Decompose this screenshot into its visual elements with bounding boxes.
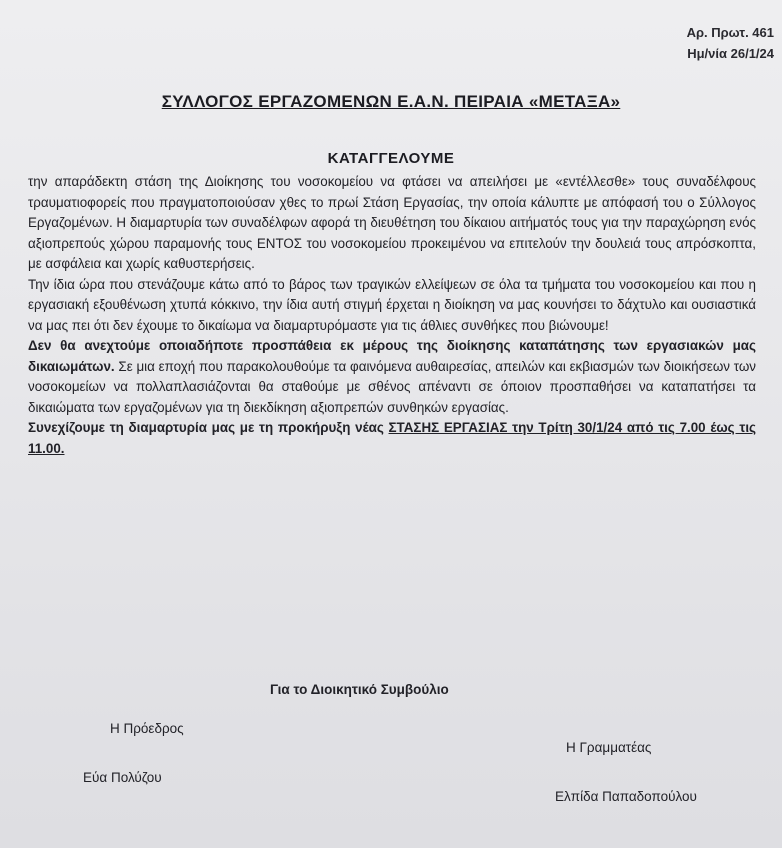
- document-date: Ημ/νία 26/1/24: [687, 46, 774, 61]
- paragraph-1: την απαράδεκτη στάση της Διοίκησης του νοσοκομείου να φτάσει να απειλήσει με «εντέλλεσθε» τους συναδέλφους τραυματιοφορείς που πραγματοποιούσαν χθες το πρωί Στάση Εργασίας, την οποία κάλυπτε με απόφασή του ο Σύλλογος Εργαζομένων. Η διαμαρτυρία των συναδέλφων αφορά τη διευθέτηση του δίκαιου αιτήματός τους για την παραχώρηση ενός αξιοπρεπούς χώρου παραμονής τους ΕΝΤΟΣ του νοσοκομείου προκειμένου να επιτελούν την δουλειά τους απρόσκοπτα, με ασφάλεια και χωρίς καθυστερήσεις.: [28, 174, 756, 271]
- paragraph-2: Την ίδια ώρα που στενάζουμε κάτω από το βάρος των τραγικών ελλείψεων σε όλα τα τμήματα του νοσοκομείου και που η εργασιακή εξουθένωση χτυπά κόκκινο, την ίδια αυτή στιγμή έρχεται η διοίκηση να μας κουνήσει το δάχτυλο και ουσιαστικά να μας πει ότι δεν έχουμε το δικαίωμα να διαμαρτυρόμαστε για τις άθλιες συνθήκες που βιώνουμε!: [28, 276, 756, 333]
- announcement-heading: ΚΑΤΑΓΓΕΛΟΥΜΕ: [327, 150, 455, 167]
- president-role: Η Πρόεδρος: [110, 721, 184, 736]
- paragraph-3: [28, 336, 756, 418]
- protocol-number: Αρ. Πρωτ. 461: [686, 25, 774, 40]
- president-name: Εύα Πολύζου: [83, 770, 162, 785]
- secretary-role: Η Γραμματέας: [566, 740, 652, 755]
- board-signature-line: Για το Διοικητικό Συμβούλιο: [270, 682, 449, 697]
- announcement-body: [28, 172, 756, 459]
- secretary-name: Ελπίδα Παπαδοπούλου: [555, 789, 697, 804]
- reference-block: [687, 22, 774, 64]
- paragraph-3-text: Σε μια εποχή που παρακολουθούμε τα φαινόμενα αυθαιρεσίας, απειλών και εκβιασμών των διοικήσεων των νοσοκομείων να πολλαπλασιάζονται θα σταθούμε με σθένος απέναντι σε όποιον προσπαθήσει να καταπατήσει τα δικαιώματα των εργαζομένων για τη διεκδίκηση αξιοπρεπών συνθηκών εργασίας.: [28, 358, 756, 415]
- union-title: ΣΥΛΛΟΓΟΣ ΕΡΓΑΖΟΜΕΝΩΝ Ε.Α.Ν. ΠΕΙΡΑΙΑ «ΜΕΤΑΞΑ»: [161, 92, 621, 111]
- paragraph-3-bold: Δεν θα ανεχτούμε οποιαδήποτε προσπάθεια εκ μέρους της διοίκησης καταπάτησης των εργασιακών μας δικαιωμάτων.: [28, 338, 756, 374]
- strike-announcement: ΣΤΑΣΗΣ ΕΡΓΑΣΙΑΣ την Τρίτη 30/1/24 από τις 7.00 έως τις 11.00.: [28, 420, 756, 456]
- paragraph-4-text: Συνεχίζουμε τη διαμαρτυρία μας με τη προκήρυξη νέας: [28, 420, 389, 435]
- paragraph-4: [28, 418, 756, 459]
